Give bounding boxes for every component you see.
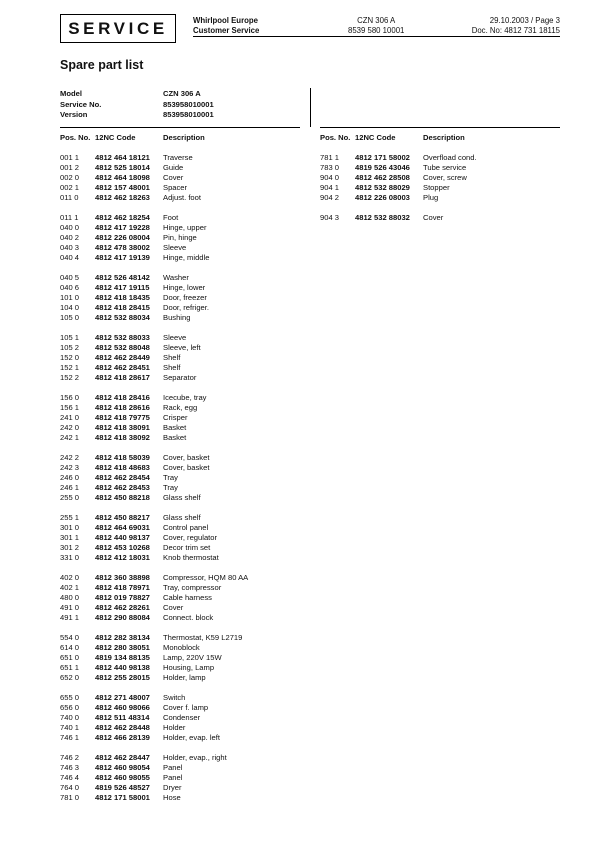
part-pos: 655 0	[60, 693, 80, 702]
info-value: CZN 306 A	[163, 89, 201, 98]
part-description: Compressor, HQM 80 AA	[163, 573, 249, 582]
part-pos: 904 3	[320, 213, 340, 222]
part-pos: 614 0	[60, 643, 80, 652]
part-pos: 746 3	[60, 763, 80, 772]
header-model-number: 8539 580 10001	[348, 25, 405, 35]
part-pos: 105 1	[60, 333, 80, 342]
part-description: Tray	[163, 473, 178, 482]
part-row	[60, 793, 248, 803]
part-pos: 246 1	[60, 483, 80, 492]
part-12nc: 4812 019 78827	[95, 593, 150, 602]
part-row	[320, 183, 477, 193]
part-description: Cover f. lamp	[163, 703, 209, 712]
part-row	[60, 433, 248, 443]
part-pos: 101 0	[60, 293, 80, 302]
part-12nc: 4819 526 48527	[95, 783, 150, 792]
part-description: Cover, basket	[163, 463, 210, 472]
part-row	[60, 733, 248, 743]
part-row	[60, 363, 248, 373]
part-description: Door, refriger.	[163, 303, 210, 312]
part-pos: 011 1	[60, 213, 79, 222]
part-description: Housing, Lamp	[163, 663, 215, 672]
part-description: Crisper	[163, 413, 188, 422]
part-description: Cover, regulator	[163, 533, 218, 542]
part-row	[60, 313, 248, 323]
info-row	[60, 89, 214, 100]
part-12nc: 4819 134 88135	[95, 653, 150, 662]
part-row	[60, 703, 248, 713]
part-12nc: 4812 532 88048	[95, 343, 150, 352]
part-row	[60, 693, 248, 703]
part-pos: 656 0	[60, 703, 80, 712]
parts-table-left	[60, 133, 248, 803]
header-desc: Description	[163, 133, 205, 142]
part-12nc: 4812 462 28448	[95, 723, 150, 732]
part-12nc: 4812 532 88033	[95, 333, 150, 342]
table-rule-right	[320, 127, 560, 128]
part-row	[60, 183, 248, 193]
part-row	[320, 213, 477, 223]
part-row	[60, 253, 248, 263]
part-12nc: 4812 360 38898	[95, 573, 150, 582]
part-description: Condenser	[163, 713, 201, 722]
part-row	[60, 413, 248, 423]
part-12nc: 4812 526 48142	[95, 273, 150, 282]
info-row	[60, 110, 214, 121]
model-block	[348, 16, 404, 35]
part-12nc: 4812 280 38051	[95, 643, 150, 652]
part-pos: 651 0	[60, 653, 80, 662]
part-description: Holder	[163, 723, 186, 732]
table-header	[60, 133, 248, 143]
part-row	[60, 553, 248, 563]
part-description: Rack, egg	[163, 403, 198, 412]
part-pos: 301 1	[60, 533, 80, 542]
date-page: 29.10.2003 / Page 3	[489, 16, 560, 25]
part-pos: 011 0	[60, 193, 79, 202]
part-description: Tray	[163, 483, 178, 492]
part-row	[60, 173, 248, 183]
part-pos: 331 0	[60, 553, 80, 562]
part-description: Spacer	[163, 183, 188, 192]
part-description: Cover, screw	[423, 173, 467, 182]
part-row	[320, 173, 477, 183]
part-row	[60, 223, 248, 233]
part-12nc: 4812 466 28139	[95, 733, 150, 742]
part-row	[60, 283, 248, 293]
department-name: Customer Service	[193, 25, 260, 35]
part-pos: 152 1	[60, 363, 80, 372]
part-pos: 746 1	[60, 733, 80, 742]
part-description: Cover	[163, 173, 184, 182]
part-pos: 764 0	[60, 783, 80, 792]
part-12nc: 4812 464 69031	[95, 523, 150, 532]
part-12nc: 4812 418 79775	[95, 413, 150, 422]
part-12nc: 4812 462 28454	[95, 473, 150, 482]
part-pos: 740 1	[60, 723, 80, 732]
part-description: Shelf	[163, 363, 181, 372]
part-row	[60, 783, 248, 793]
part-pos: 040 4	[60, 253, 80, 262]
part-description: Adjust. foot	[163, 193, 201, 202]
info-row	[60, 100, 214, 111]
part-pos: 241 0	[60, 413, 80, 422]
part-row	[60, 463, 248, 473]
part-description: Washer	[163, 273, 189, 282]
info-block	[60, 89, 214, 121]
part-pos: 242 2	[60, 453, 80, 462]
header-pos: Pos. No.	[60, 133, 91, 142]
part-12nc: 4812 462 28451	[95, 363, 150, 372]
part-12nc: 4812 418 28416	[95, 393, 150, 402]
part-pos: 904 2	[320, 193, 340, 202]
part-pos: 651 1	[60, 663, 80, 672]
part-pos: 246 0	[60, 473, 80, 482]
part-description: Cover	[423, 213, 444, 222]
part-description: Cable harness	[163, 593, 212, 602]
part-12nc: 4812 450 88218	[95, 493, 150, 502]
part-12nc: 4812 255 28015	[95, 673, 150, 682]
part-pos: 002 0	[60, 173, 80, 182]
part-row	[60, 653, 248, 663]
part-12nc: 4812 462 28261	[95, 603, 150, 612]
info-value: 853958010001	[163, 110, 214, 119]
part-description: Traverse	[163, 153, 193, 162]
part-pos: 002 1	[60, 183, 80, 192]
part-pos: 402 1	[60, 583, 80, 592]
part-pos: 301 0	[60, 523, 80, 532]
part-description: Tube service	[423, 163, 467, 172]
part-pos: 001 1	[60, 153, 80, 162]
part-pos: 781 0	[60, 793, 80, 802]
part-12nc: 4812 460 98066	[95, 703, 150, 712]
part-row	[60, 543, 248, 553]
part-row	[60, 153, 248, 163]
part-pos: 040 2	[60, 233, 80, 242]
part-row	[60, 663, 248, 673]
part-12nc: 4812 157 48001	[95, 183, 150, 192]
part-12nc: 4812 418 48683	[95, 463, 150, 472]
part-12nc: 4812 290 88084	[95, 613, 150, 622]
header-nc: 12NC Code	[355, 133, 396, 142]
part-description: Hinge, upper	[163, 223, 207, 232]
part-row	[60, 163, 248, 173]
part-row	[60, 643, 248, 653]
part-pos: 001 2	[60, 163, 80, 172]
part-row	[60, 593, 248, 603]
part-pos: 242 1	[60, 433, 80, 442]
page-title: Spare part list	[60, 58, 144, 72]
doc-block	[472, 16, 560, 35]
part-description: Sleeve	[163, 333, 187, 342]
part-description: Hose	[163, 793, 181, 802]
part-row	[60, 353, 248, 363]
part-description: Hinge, middle	[163, 253, 210, 262]
company-block	[193, 16, 259, 35]
part-12nc: 4812 171 58002	[355, 153, 410, 162]
part-pos: 040 5	[60, 273, 80, 282]
info-label: Service No.	[60, 99, 102, 109]
part-pos: 152 2	[60, 373, 80, 382]
header-divider	[193, 36, 560, 37]
part-row	[60, 373, 248, 383]
table-rule-left	[60, 127, 300, 128]
company-name: Whirlpool Europe	[193, 16, 258, 25]
part-description: Lamp, 220V 15W	[163, 653, 222, 662]
part-12nc: 4812 418 18435	[95, 293, 150, 302]
part-description: Basket	[163, 423, 187, 432]
part-row	[60, 453, 248, 463]
part-pos: 746 2	[60, 753, 80, 762]
part-12nc: 4812 226 08003	[355, 193, 410, 202]
part-description: Control panel	[163, 523, 209, 532]
part-description: Shelf	[163, 353, 181, 362]
part-12nc: 4812 412 18031	[95, 553, 150, 562]
part-description: Monoblock	[163, 643, 200, 652]
part-pos: 105 2	[60, 343, 80, 352]
part-row	[60, 673, 248, 683]
part-description: Plug	[423, 193, 439, 202]
part-pos: 402 0	[60, 573, 80, 582]
part-row	[60, 613, 248, 623]
part-row	[60, 493, 248, 503]
part-pos: 904 0	[320, 173, 340, 182]
part-row	[60, 523, 248, 533]
part-12nc: 4812 462 28453	[95, 483, 150, 492]
part-row	[60, 403, 248, 413]
part-pos: 301 2	[60, 543, 80, 552]
part-description: Basket	[163, 433, 187, 442]
part-description: Hinge, lower	[163, 283, 206, 292]
part-12nc: 4812 418 38091	[95, 423, 150, 432]
part-12nc: 4812 440 98137	[95, 533, 150, 542]
part-12nc: 4812 462 28508	[355, 173, 410, 182]
header-pos: Pos. No.	[320, 133, 351, 142]
part-description: Connect. block	[163, 613, 214, 622]
part-12nc: 4812 460 98054	[95, 763, 150, 772]
part-description: Decor trim set	[163, 543, 211, 552]
part-12nc: 4812 171 58001	[95, 793, 150, 802]
part-12nc: 4812 462 28449	[95, 353, 150, 362]
part-pos: 781 1	[320, 153, 340, 162]
part-pos: 040 3	[60, 243, 80, 252]
part-pos: 740 0	[60, 713, 80, 722]
info-label: Version	[60, 110, 88, 119]
part-12nc: 4812 418 38092	[95, 433, 150, 442]
part-description: Holder, evap. left	[163, 733, 220, 742]
part-description: Overfload cond.	[423, 153, 477, 162]
part-description: Switch	[163, 693, 186, 702]
part-row	[60, 763, 248, 773]
part-12nc: 4812 462 28447	[95, 753, 150, 762]
part-description: Stopper	[423, 183, 450, 192]
part-description: Door, freezer	[163, 293, 207, 302]
part-pos: 152 0	[60, 353, 80, 362]
part-description: Glass shelf	[163, 513, 201, 522]
part-pos: 040 6	[60, 283, 80, 292]
table-header	[320, 133, 477, 143]
part-pos: 480 0	[60, 593, 80, 602]
part-row	[60, 243, 248, 253]
part-row	[60, 423, 248, 433]
part-pos: 104 0	[60, 303, 80, 312]
part-pos: 904 1	[320, 183, 340, 192]
part-row	[320, 163, 477, 173]
service-label: SERVICE	[60, 14, 176, 43]
part-row	[60, 193, 248, 203]
part-description: Tray, compressor	[163, 583, 222, 592]
part-row	[60, 513, 248, 523]
part-pos: 040 0	[60, 223, 80, 232]
part-pos: 255 0	[60, 493, 80, 502]
part-row	[60, 723, 248, 733]
column-divider	[310, 88, 311, 127]
part-row	[320, 193, 477, 203]
part-12nc: 4812 271 48007	[95, 693, 150, 702]
part-pos: 255 1	[60, 513, 80, 522]
part-12nc: 4812 450 88217	[95, 513, 150, 522]
part-pos: 156 1	[60, 403, 80, 412]
part-12nc: 4812 478 38002	[95, 243, 150, 252]
part-row	[60, 753, 248, 763]
doc-number: Doc. No: 4812 731 18115	[471, 25, 560, 35]
part-description: Guide	[163, 163, 184, 172]
info-value: 853958010001	[163, 99, 214, 109]
part-pos: 242 0	[60, 423, 80, 432]
part-description: Cover	[163, 603, 184, 612]
part-row	[60, 583, 248, 593]
part-12nc: 4812 532 88032	[355, 213, 410, 222]
part-row	[60, 633, 248, 643]
header-desc: Description	[423, 133, 465, 142]
part-12nc: 4812 462 18263	[95, 193, 150, 202]
part-12nc: 4812 418 28415	[95, 303, 150, 312]
header-model-code: CZN 306 A	[357, 16, 396, 25]
part-12nc: 4812 418 28617	[95, 373, 150, 382]
part-row	[320, 153, 477, 163]
part-pos: 242 3	[60, 463, 80, 472]
part-row	[60, 473, 248, 483]
part-12nc: 4812 418 58039	[95, 453, 150, 462]
part-row	[60, 533, 248, 543]
part-description: Foot	[163, 213, 179, 222]
part-row	[60, 333, 248, 343]
part-12nc: 4812 511 48314	[95, 713, 150, 722]
part-row	[60, 303, 248, 313]
part-pos: 156 0	[60, 393, 80, 402]
part-row	[60, 603, 248, 613]
part-12nc: 4812 453 10268	[95, 543, 150, 552]
part-description: Knob thermostat	[163, 553, 219, 562]
part-12nc: 4812 417 19139	[95, 253, 150, 262]
part-12nc: 4812 525 18014	[95, 163, 150, 172]
part-pos: 783 0	[320, 163, 340, 172]
part-description: Panel	[163, 763, 183, 772]
info-label: Model	[60, 89, 82, 98]
part-row	[60, 393, 248, 403]
part-description: Pin, hinge	[163, 233, 197, 242]
part-12nc: 4812 462 18254	[95, 213, 150, 222]
part-row	[60, 273, 248, 283]
part-row	[60, 483, 248, 493]
part-12nc: 4812 464 18098	[95, 173, 150, 182]
part-12nc: 4812 418 28616	[95, 403, 150, 412]
part-row	[60, 213, 248, 223]
part-description: Holder, evap., right	[163, 753, 227, 762]
part-12nc: 4812 226 08004	[95, 233, 150, 242]
part-pos: 746 4	[60, 773, 80, 782]
part-12nc: 4812 417 19115	[95, 283, 150, 292]
part-description: Panel	[163, 773, 183, 782]
part-row	[60, 293, 248, 303]
part-row	[60, 773, 248, 783]
part-12nc: 4812 418 78971	[95, 583, 150, 592]
part-row	[60, 713, 248, 723]
parts-table-right	[320, 133, 477, 223]
part-pos: 491 0	[60, 603, 80, 612]
part-description: Holder, lamp	[163, 673, 206, 682]
part-description: Sleeve, left	[163, 343, 201, 352]
header-nc: 12NC Code	[95, 133, 136, 142]
part-description: Dryer	[163, 783, 182, 792]
part-description: Bushing	[163, 313, 191, 322]
part-12nc: 4812 417 19228	[95, 223, 150, 232]
part-description: Icecube, tray	[163, 393, 207, 402]
part-description: Glass shelf	[163, 493, 201, 502]
part-pos: 652 0	[60, 673, 80, 682]
part-row	[60, 233, 248, 243]
part-description: Thermostat, K59 L2719	[163, 633, 243, 642]
part-12nc: 4819 526 43046	[355, 163, 410, 172]
part-description: Separator	[163, 373, 197, 382]
part-pos: 491 1	[60, 613, 80, 622]
part-row	[60, 343, 248, 353]
part-pos: 105 0	[60, 313, 80, 322]
part-12nc: 4812 440 98138	[95, 663, 150, 672]
part-12nc: 4812 282 38134	[95, 633, 150, 642]
part-description: Sleeve	[163, 243, 187, 252]
part-description: Cover, basket	[163, 453, 210, 462]
part-pos: 554 0	[60, 633, 80, 642]
part-12nc: 4812 464 18121	[95, 153, 150, 162]
part-12nc: 4812 532 88034	[95, 313, 150, 322]
part-row	[60, 573, 248, 583]
part-12nc: 4812 532 88029	[355, 183, 410, 192]
part-12nc: 4812 460 98055	[95, 773, 150, 782]
